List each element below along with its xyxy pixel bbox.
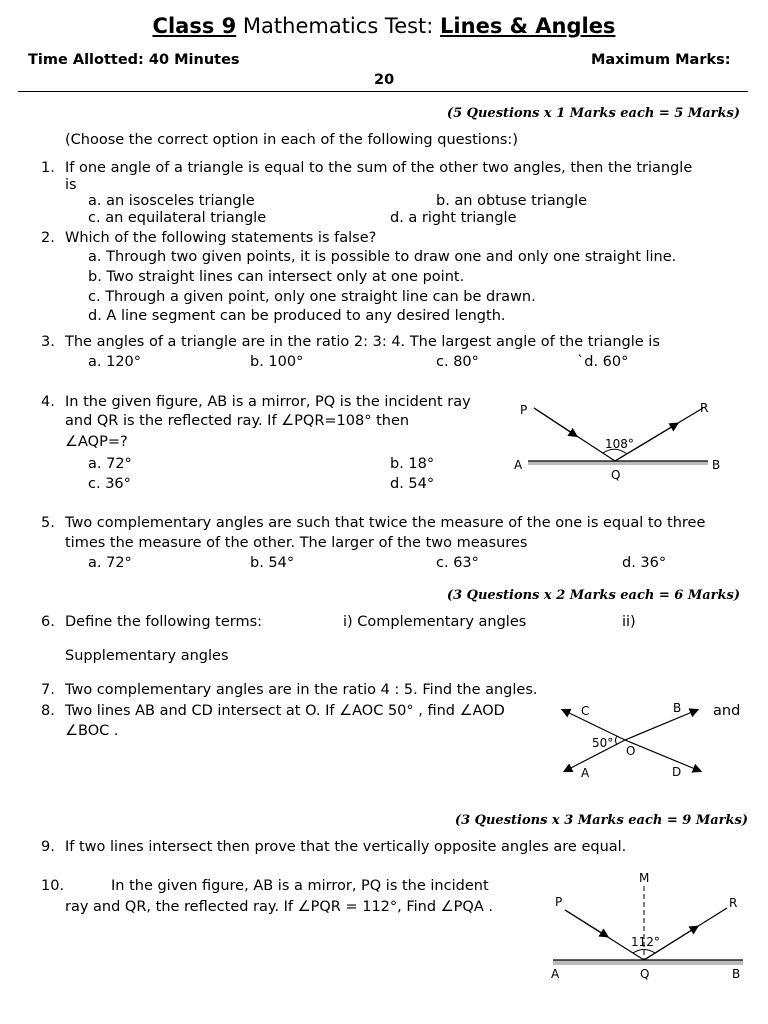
q2-number: 2.	[41, 230, 55, 246]
q5-option-b: b. 54°	[250, 555, 295, 571]
q10-text-cont: ray and QR, the reflected ray. If ∠PQR = 112°, Find ∠PQA .	[65, 899, 493, 915]
q1-number: 1.	[41, 160, 55, 176]
q6-number: 6.	[41, 614, 55, 630]
q1-text: If one angle of a triangle is equal to the sum of the other two angles, then the triangle	[65, 160, 693, 176]
q4-label-p: P	[520, 403, 528, 417]
section-b-marks: (3 Questions x 2 Marks each = 6 Marks)	[446, 588, 740, 603]
q10-angle-label: 112°	[631, 935, 660, 949]
q8-and: and	[713, 703, 741, 719]
q2-option-d: d. A line segment can be produced to any desired length.	[88, 308, 506, 324]
q3-option-a: a. 120°	[88, 354, 142, 370]
q8-text-cont: ∠BOC .	[65, 723, 119, 739]
q8-angle-label: 50°	[592, 736, 614, 750]
section-c-marks: (3 Questions x 3 Marks each = 9 Marks)	[454, 813, 748, 828]
q3-text: The angles of a triangle are in the ratio 2: 3: 4. The largest angle of the triangle is	[65, 334, 660, 350]
q8-ray-ob	[625, 710, 697, 740]
q1-text-cont: is	[65, 177, 77, 193]
q4-option-b: b. 18°	[390, 456, 435, 472]
q4-number: 4.	[41, 394, 55, 410]
q8-label-o: O	[626, 744, 636, 758]
q3-option-c: c. 80°	[436, 354, 479, 370]
q1-option-d: d. a right triangle	[390, 210, 517, 226]
q6-term-ii-text: Supplementary angles	[65, 648, 229, 664]
title-topic: Lines & Angles	[440, 14, 616, 38]
q8-label-d: D	[672, 765, 682, 779]
header-divider	[18, 91, 748, 92]
q6-term-ii: ii)	[622, 614, 636, 630]
q3-option-b: b. 100°	[250, 354, 304, 370]
q1-option-b: b. an obtuse triangle	[436, 193, 588, 209]
q7-text: Two complementary angles are in the ratio 4 : 5. Find the angles.	[65, 682, 538, 698]
q8-label-a: A	[581, 766, 590, 780]
q6-term-i: i) Complementary angles	[343, 614, 527, 630]
q4-mirror-figure	[510, 395, 730, 485]
q4-label-q: Q	[611, 468, 621, 482]
q10-label-m: M	[639, 871, 650, 885]
q5-text-cont: times the measure of the other. The larger of the two measures	[65, 535, 528, 551]
q10-label-p: P	[555, 895, 563, 909]
q1-option-a: a. an isosceles triangle	[88, 193, 255, 209]
q10-text: In the given figure, AB is a mirror, PQ is the incident	[111, 878, 489, 894]
q9-text: If two lines intersect then prove that the vertically opposite angles are equal.	[65, 839, 627, 855]
q4-angle-label: 108°	[605, 437, 634, 451]
q5-option-c: c. 63°	[436, 555, 479, 571]
q2-option-b: b. Two straight lines can intersect only at one point.	[88, 269, 465, 285]
q4-text: In the given figure, AB is a mirror, PQ is the incident ray	[65, 394, 471, 410]
q2-option-a: a. Through two given points, it is possible to draw one and only one straight line.	[88, 249, 677, 265]
q8-label-b: B	[673, 701, 682, 715]
q10-number: 10.	[41, 878, 65, 894]
q10-label-b: B	[732, 967, 741, 981]
max-marks-value: 20	[374, 72, 395, 88]
q9-number: 9.	[41, 839, 55, 855]
q4-option-c: c. 36°	[88, 476, 131, 492]
q4-option-d: d. 54°	[390, 476, 435, 492]
q5-text: Two complementary angles are such that twice the measure of the one is equal to three	[65, 515, 706, 531]
q3-number: 3.	[41, 334, 55, 350]
q8-ray-od	[625, 740, 700, 771]
page-title	[0, 14, 768, 38]
max-marks-label: Maximum Marks:	[591, 52, 731, 68]
q2-option-c: c. Through a given point, only one straight line can be drawn.	[88, 289, 536, 305]
q5-option-d: d. 36°	[622, 555, 667, 571]
q5-number: 5.	[41, 515, 55, 531]
q4-option-a: a. 72°	[88, 456, 132, 472]
q4-label-a: A	[514, 458, 523, 472]
q4-text-cont: and QR is the reflected ray. If ∠PQR=108° then	[65, 413, 410, 429]
q4-label-r: R	[700, 401, 709, 415]
q3-option-d: `d. 60°	[577, 354, 629, 370]
time-allotted: Time Allotted: 40 Minutes	[28, 52, 240, 68]
q5-option-a: a. 72°	[88, 555, 132, 571]
q8-number: 8.	[41, 703, 55, 719]
q10-label-a: A	[551, 967, 560, 981]
q4-mirror	[528, 461, 708, 465]
q4-label-b: B	[712, 458, 721, 472]
q8-intersecting-lines-figure	[555, 698, 710, 783]
q10-mirror	[553, 960, 743, 965]
q7-number: 7.	[41, 682, 55, 698]
q10-mirror-figure	[545, 868, 750, 983]
q4-text-cont2: ∠AQP=?	[65, 434, 128, 450]
section-a-marks: (5 Questions x 1 Marks each = 5 Marks)	[446, 106, 740, 121]
q6-text: Define the following terms:	[65, 614, 263, 630]
q8-text: Two lines AB and CD intersect at O. If ∠AOC 50° , find ∠AOD	[65, 703, 505, 719]
q10-label-r: R	[729, 896, 738, 910]
q8-label-c: C	[581, 704, 590, 718]
q1-option-c: c. an equilateral triangle	[88, 210, 267, 226]
title-subject: Mathematics Test:	[236, 14, 441, 38]
q2-text: Which of the following statements is false?	[65, 230, 377, 246]
title-class: Class 9	[152, 14, 237, 38]
instruction: (Choose the correct option in each of the following questions:)	[65, 132, 518, 148]
q10-label-q: Q	[640, 967, 650, 981]
